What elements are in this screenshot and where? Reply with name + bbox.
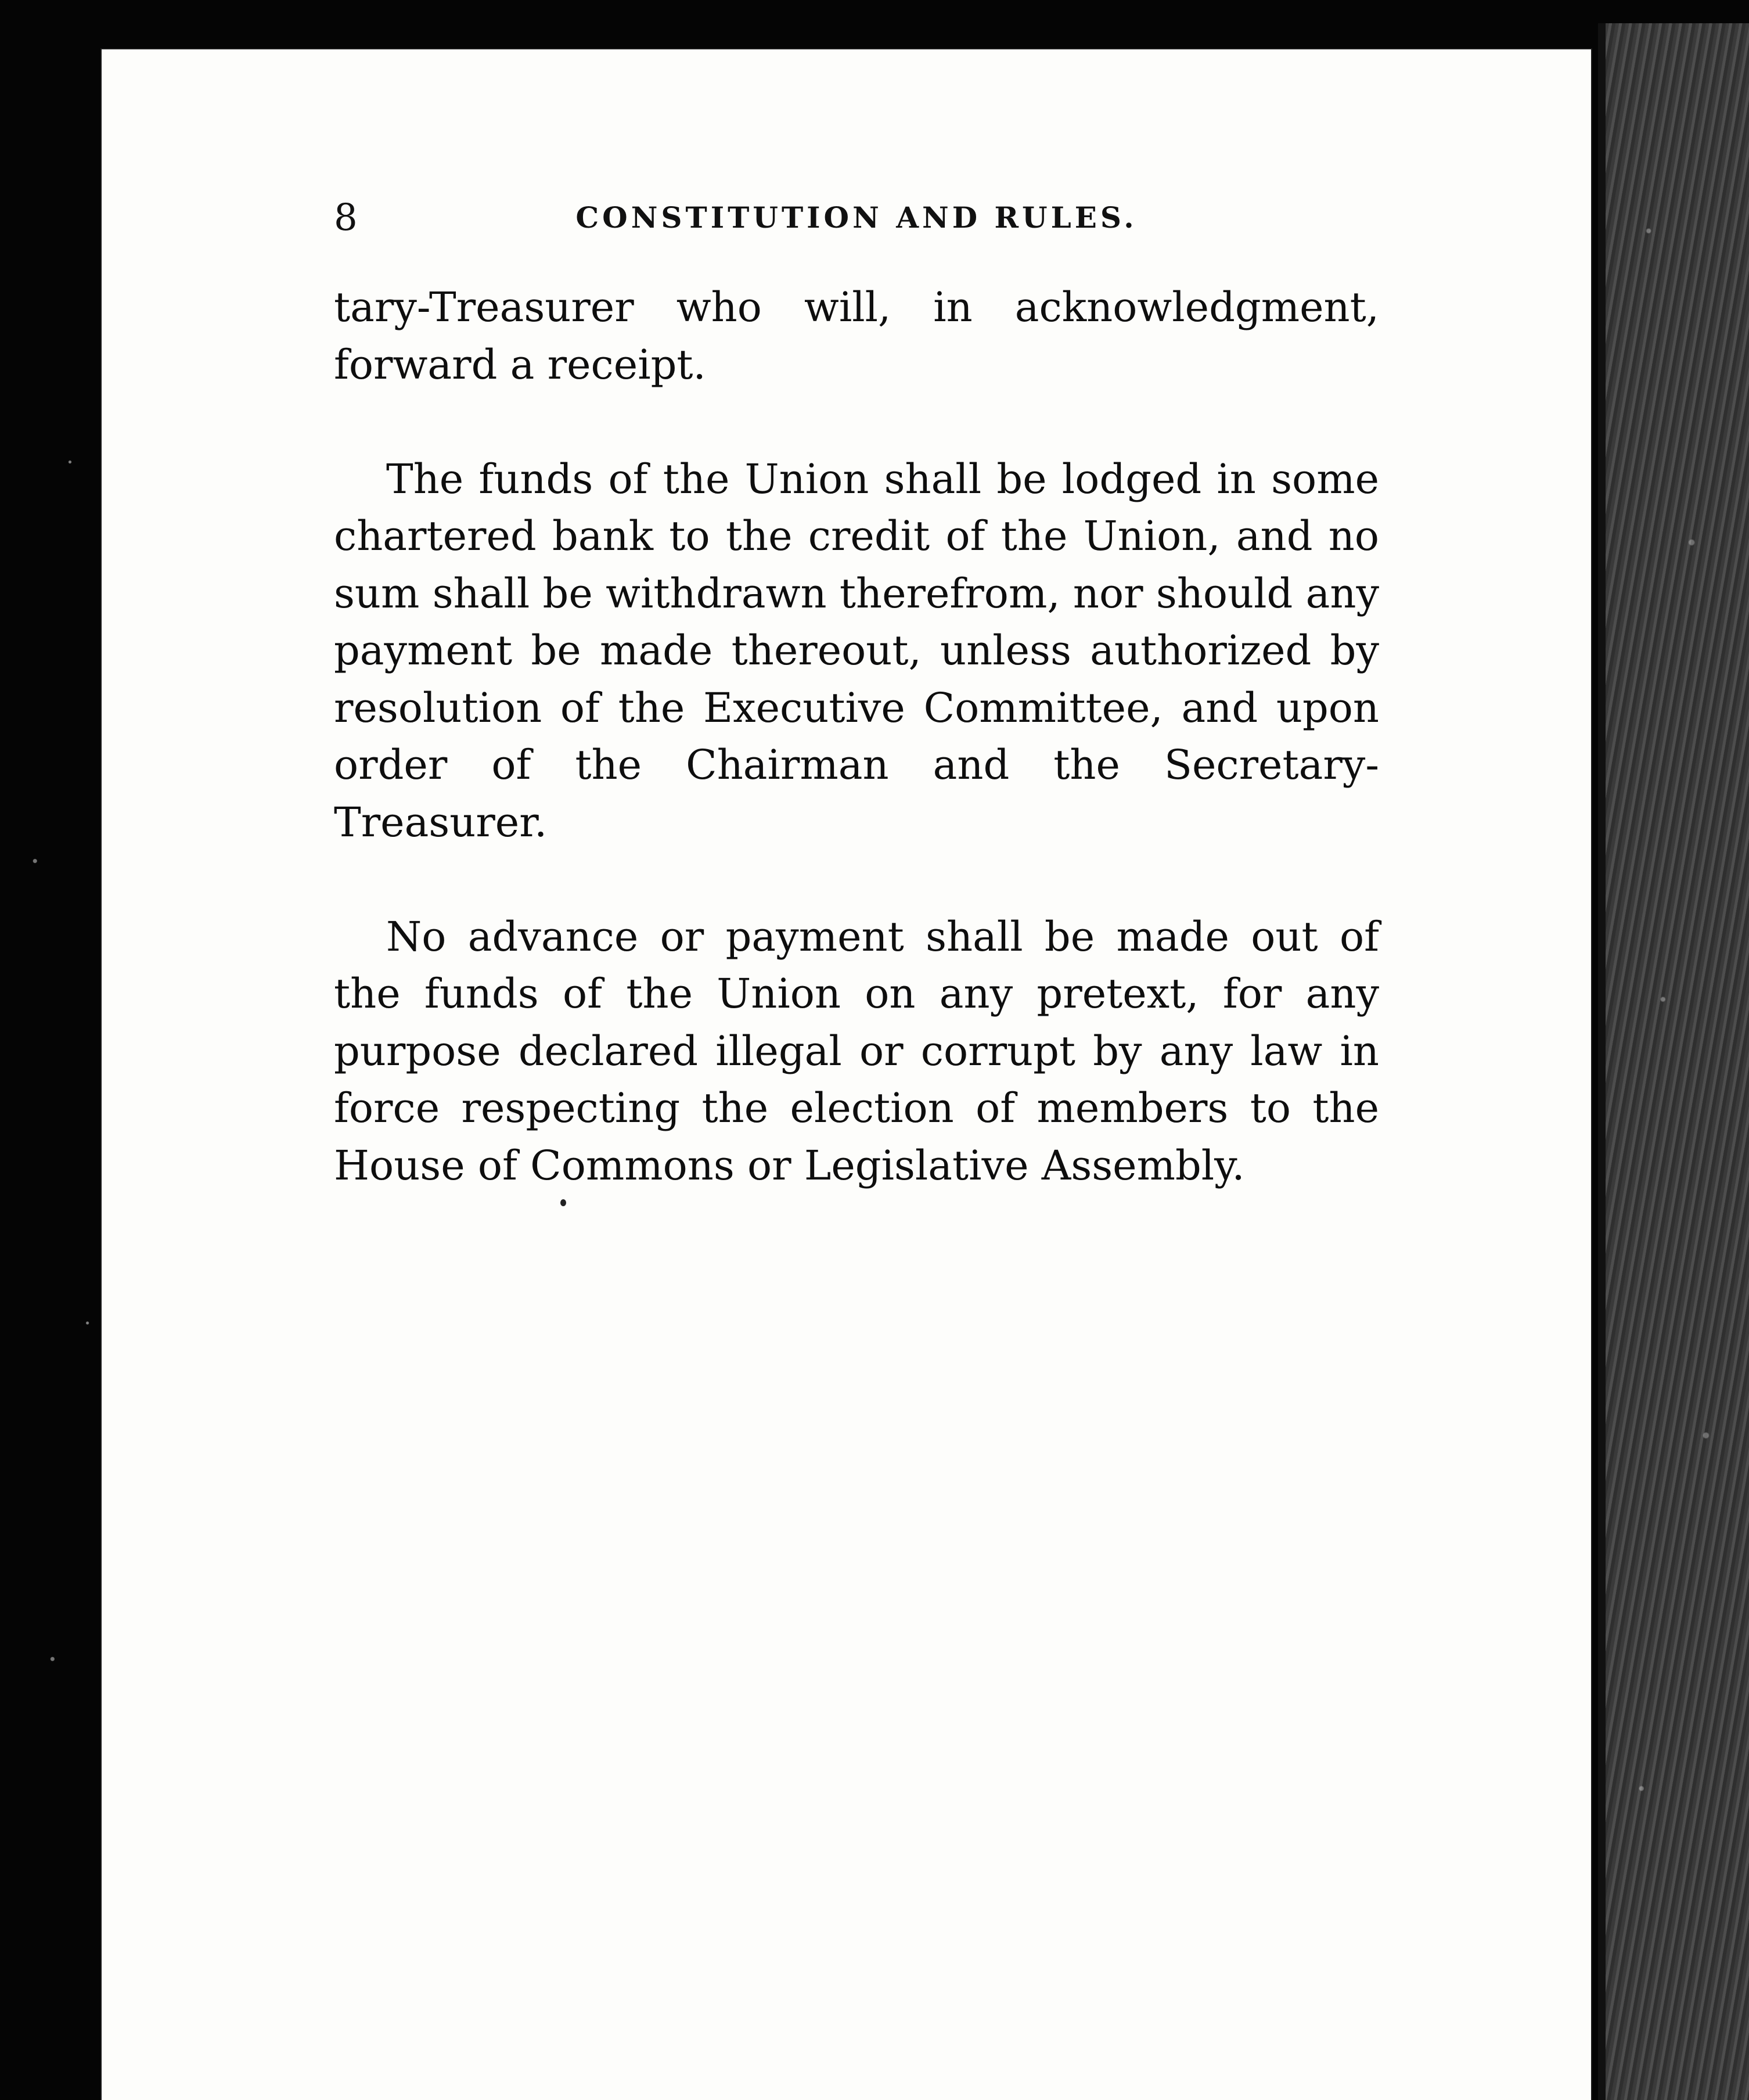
paragraph-no-advance: No advance or payment shall be made out of the funds of the Union on any pretext, for any purpose declared illegal or corrupt by any law in force respecting the election of members to the House of Commons or Legislative Assembly. <box>334 912 1379 1189</box>
paragraph-funds-lodging: The funds of the Union shall be lodged in some chartered bank to the credit of the Union, and no sum shall be withdrawn therefrom, nor should any payment be made thereout, unless authorized by resolution of the Executive Committee, and upon order of the Chairman and the Secretary-Treasurer. <box>334 455 1379 846</box>
scanner-side-strip <box>1606 23 1749 2100</box>
page-header <box>334 183 1379 253</box>
page-number: 8 <box>334 196 358 239</box>
dust-speck <box>560 1199 566 1206</box>
body-text <box>334 279 1379 1252</box>
document-page <box>102 49 1591 2100</box>
running-head: CONSTITUTION AND RULES. <box>575 200 1138 235</box>
paragraph-continuation: tary-Treasurer who will, in acknowledgment, forward a receipt. <box>334 283 1379 389</box>
